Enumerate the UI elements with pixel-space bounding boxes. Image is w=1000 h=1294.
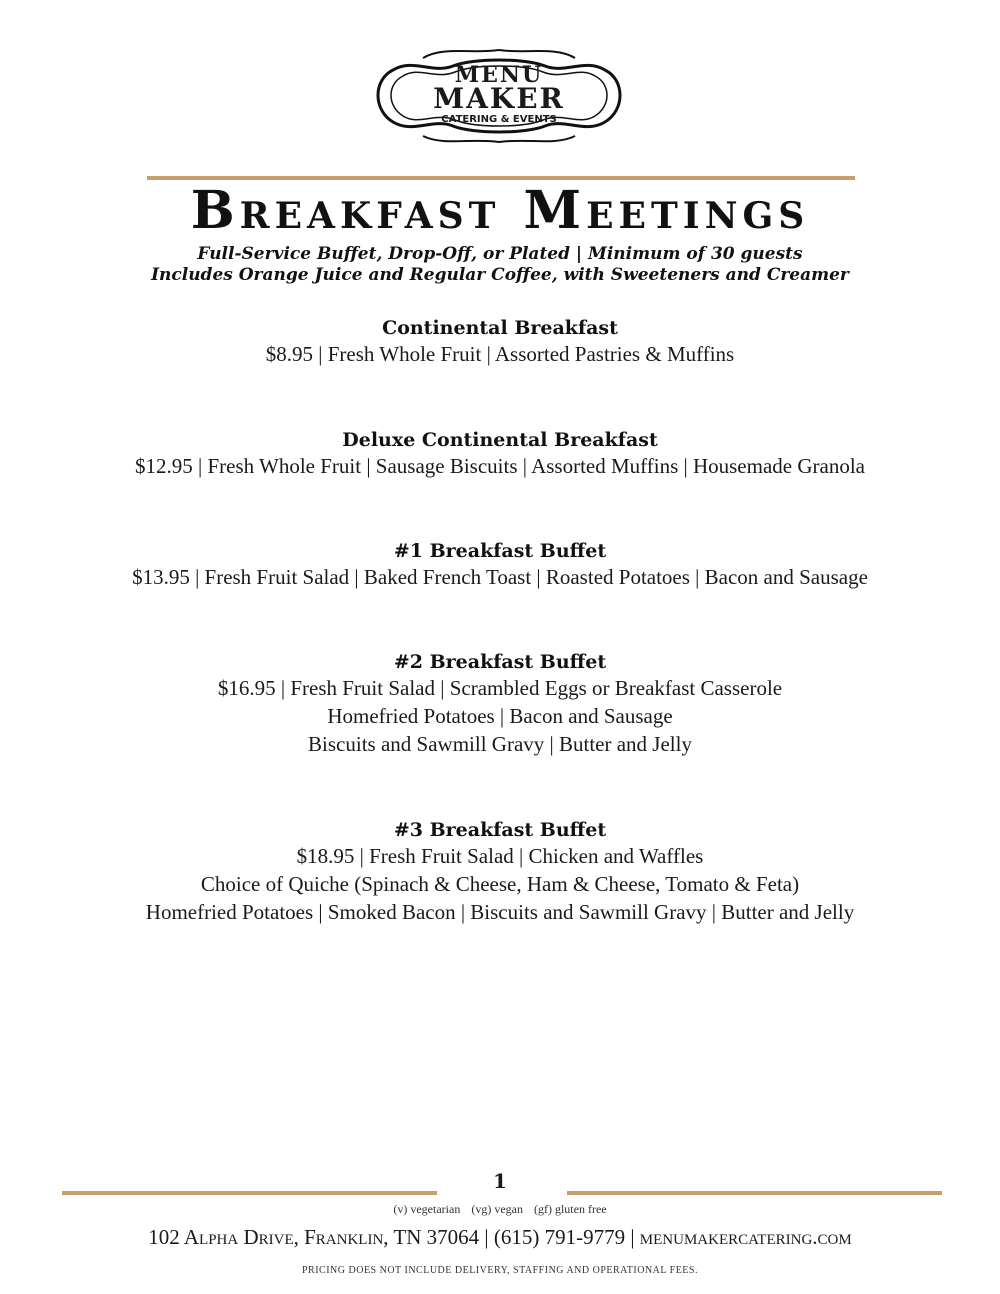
section-line: Choice of Quiche (Spinach & Cheese, Ham & Cheese, Tomato & Feta): [200, 872, 800, 896]
section-line: Homefried Potatoes | Bacon and Sausage: [327, 704, 673, 728]
logo-maker-text: MAKER: [433, 82, 565, 115]
logo-tagline: CATERING & EVENTS: [441, 114, 557, 125]
section-title: #2 Breakfast Buffet: [393, 651, 607, 673]
section-title: Deluxe Continental Breakfast: [342, 429, 658, 451]
section-line: Biscuits and Sawmill Gravy | Butter and Jelly: [308, 732, 692, 756]
dietary-legend: [0, 1202, 1000, 1217]
section-line: $12.95 | Fresh Whole Fruit | Sausage Biscuits | Assorted Muffins | Housemade Granola: [135, 454, 865, 478]
section-line: $8.95 | Fresh Whole Fruit | Assorted Pastries & Muffins: [265, 342, 735, 366]
contact-address: 102 Alpha Drive, Franklin, TN 37064 | (615) 791-9779 | menumakercatering.com: [148, 1225, 852, 1249]
footer-divider-right: [567, 1191, 942, 1195]
subtitle-includes: Includes Orange Juice and Regular Coffee, with Sweeteners and Creamer: [151, 265, 849, 285]
legend-gluten-free: (gf) gluten free: [533, 1202, 607, 1216]
menu-section-deluxe-continental: [0, 428, 1000, 480]
menu-section-buffet-3: [0, 818, 1000, 926]
section-title: Continental Breakfast: [382, 317, 618, 339]
menu-section-buffet-1: [0, 539, 1000, 591]
section-line: $13.95 | Fresh Fruit Salad | Baked French Toast | Roasted Potatoes | Bacon and Sausage: [132, 565, 868, 589]
section-line: $18.95 | Fresh Fruit Salad | Chicken and Waffles: [296, 844, 704, 868]
subtitle-service: Full-Service Buffet, Drop-Off, or Plated | Minimum of 30 guests: [197, 244, 803, 264]
menu-section-continental: [0, 316, 1000, 368]
pricing-disclaimer: PRICING DOES NOT INCLUDE DELIVERY, STAFFING AND OPERATIONAL FEES.: [302, 1265, 698, 1276]
page-title: Breakfast Meetings: [190, 180, 810, 241]
legend-vegan: (vg) vegan: [471, 1202, 523, 1216]
logo-menu-text: MENU: [454, 62, 544, 88]
section-title: #1 Breakfast Buffet: [393, 540, 607, 562]
section-line: Homefried Potatoes | Smoked Bacon | Biscuits and Sawmill Gravy | Butter and Jelly: [145, 900, 855, 924]
page-number: 1: [493, 1169, 507, 1193]
footer-divider-left: [62, 1191, 437, 1195]
menu-section-buffet-2: [0, 650, 1000, 758]
section-line: $16.95 | Fresh Fruit Salad | Scrambled Eggs or Breakfast Casserole: [217, 676, 783, 700]
section-title: #3 Breakfast Buffet: [393, 819, 607, 841]
legend-vegetarian: (v) vegetarian: [393, 1202, 461, 1216]
menu-maker-logo: [363, 40, 635, 148]
